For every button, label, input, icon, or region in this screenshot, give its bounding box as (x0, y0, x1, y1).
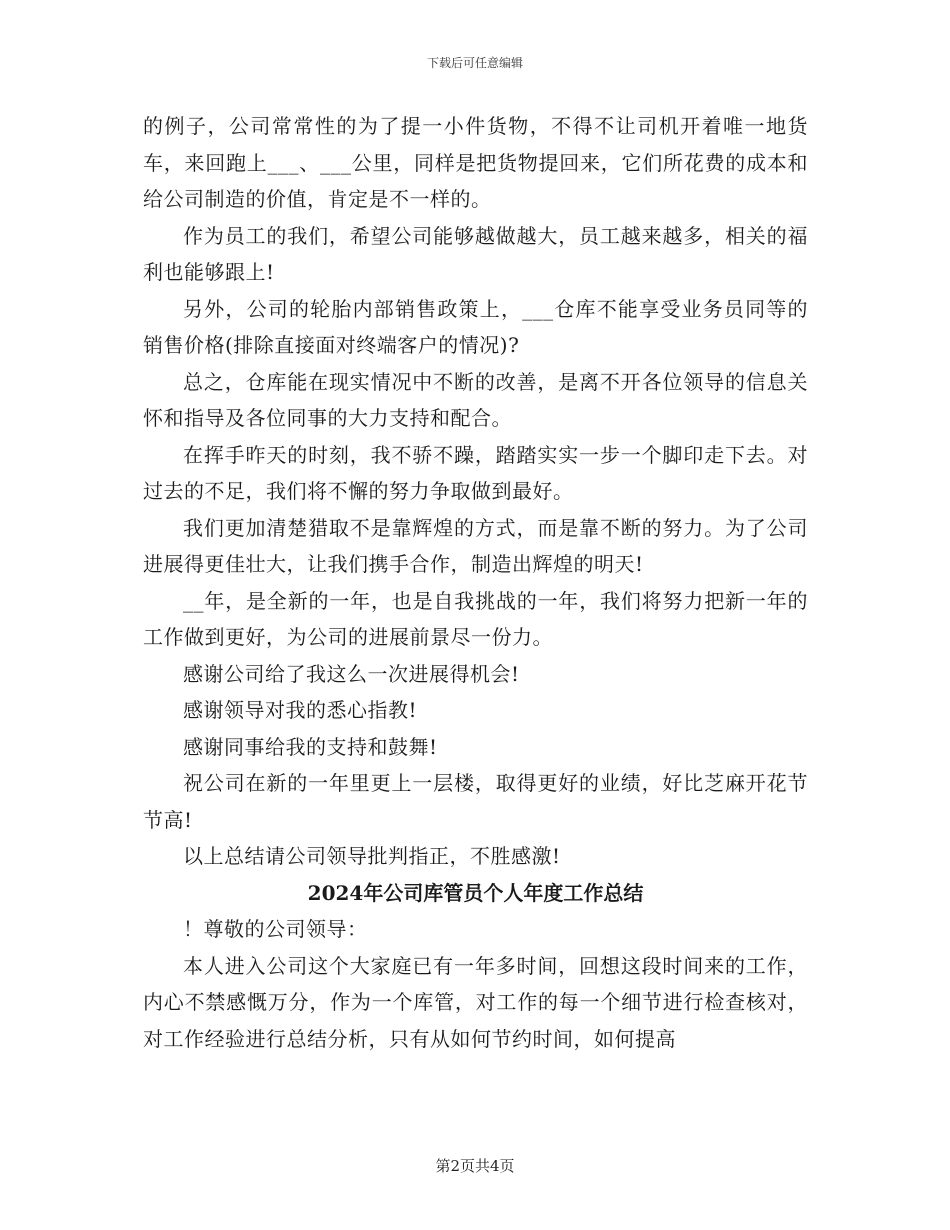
page-number: 第2页共4页 (435, 1157, 515, 1175)
paragraph: 总之，仓库能在现实情况中不断的改善，是离不开各位领导的信息关怀和指导及各位同事的大力支持和配合。 (143, 369, 808, 430)
paragraph: 以上总结请公司领导批判指正，不胜感激! (183, 844, 561, 868)
paragraph: __年，是全新的一年，也是自我挑战的一年，我们将努力把新一年的工作做到更好，为公司的进展前景尽一份力。 (143, 588, 808, 649)
salutation: ！尊敬的公司领导： (183, 917, 368, 941)
paragraph: 感谢公司给了我这么一次进展得机会! (183, 661, 520, 686)
paragraph: 本人进入公司这个大家庭已有一年多时间，回想这段时间来的工作，内心不禁感慨万分，作为一个库管，对工作的每一个细节进行检查核对，对工作经验进行总结分析，只有从如何节约时间，如何提高 (143, 953, 808, 1051)
paragraph: 感谢同事给我的支持和鼓舞! (183, 734, 438, 759)
paragraph: 另外，公司的轮胎内部销售政策上，___仓库不能享受业务员同等的销售价格(排除直接面对终端客户的情况)? (143, 296, 808, 357)
paragraph: 作为员工的我们，希望公司能够越做越大，员工越来越多，相关的福利也能够跟上! (143, 223, 808, 284)
document-body (143, 108, 808, 1057)
paragraph: 的例子，公司常常性的为了提一小件货物，不得不让司机开着唯一地货车，来回跑上___、___公里，同样是把货物提回来，它们所花费的成本和给公司制造的价值，肯定是不一样的。 (143, 114, 808, 211)
paragraph: 在挥手昨天的时刻，我不骄不躁，踏踏实实一步一个脚印走下去。对过去的不足，我们将不懈的努力争取做到最好。 (143, 442, 808, 503)
paragraph: 祝公司在新的一年里更上一层楼，取得更好的业绩，好比芝麻开花节节高! (143, 771, 808, 832)
page-header-note: 下载后可任意编辑 (426, 56, 523, 70)
paragraph: 我们更加清楚猎取不是靠辉煌的方式，而是靠不断的努力。为了公司进展得更佳壮大，让我们携手合作，制造出辉煌的明天! (143, 515, 808, 576)
paragraph: 感谢领导对我的悉心指教! (183, 698, 418, 722)
section-title: 2024年公司库管员个人年度工作总结 (307, 880, 644, 905)
